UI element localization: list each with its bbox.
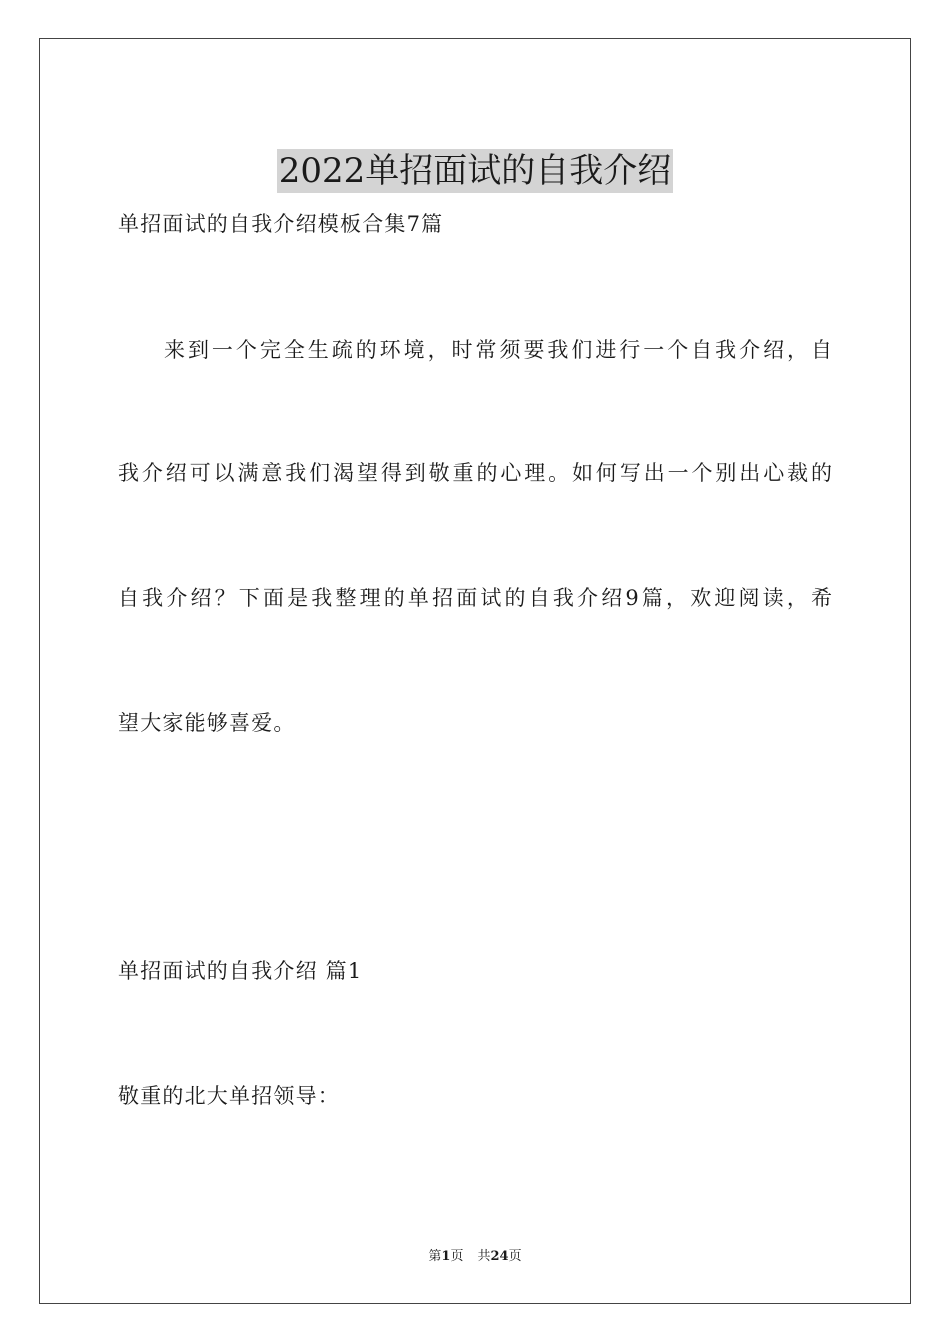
page-prefix: 第 — [428, 1249, 442, 1264]
title-container — [0, 126, 950, 216]
document-subtitle: 单招面试的自我介绍模板合集7篇 — [118, 212, 444, 236]
page-suffix: 页 — [450, 1249, 464, 1264]
intro-line-1: 来到一个完全生疏的环境，时常须要我们进行一个自我介绍，自 — [164, 338, 832, 362]
salutation: 敬重的北大单招领导： — [118, 1084, 340, 1108]
section-heading: 单招面试的自我介绍 篇1 — [118, 959, 363, 983]
intro-line-4: 望大家能够喜爱。 — [118, 711, 296, 735]
page-footer — [0, 1248, 950, 1266]
intro-line-2: 我介绍可以满意我们渴望得到敬重的心理。如何写出一个别出心裁的 — [118, 461, 832, 485]
intro-line-3: 自我介绍？下面是我整理的单招面试的自我介绍9篇，欢迎阅读，希 — [118, 586, 832, 610]
total-pages: 24 — [490, 1249, 509, 1264]
document-title: 2022单招面试的自我介绍 — [278, 150, 672, 191]
total-prefix: 共 — [477, 1249, 491, 1264]
page-number: 1 — [441, 1249, 451, 1264]
total-suffix: 页 — [508, 1249, 522, 1264]
